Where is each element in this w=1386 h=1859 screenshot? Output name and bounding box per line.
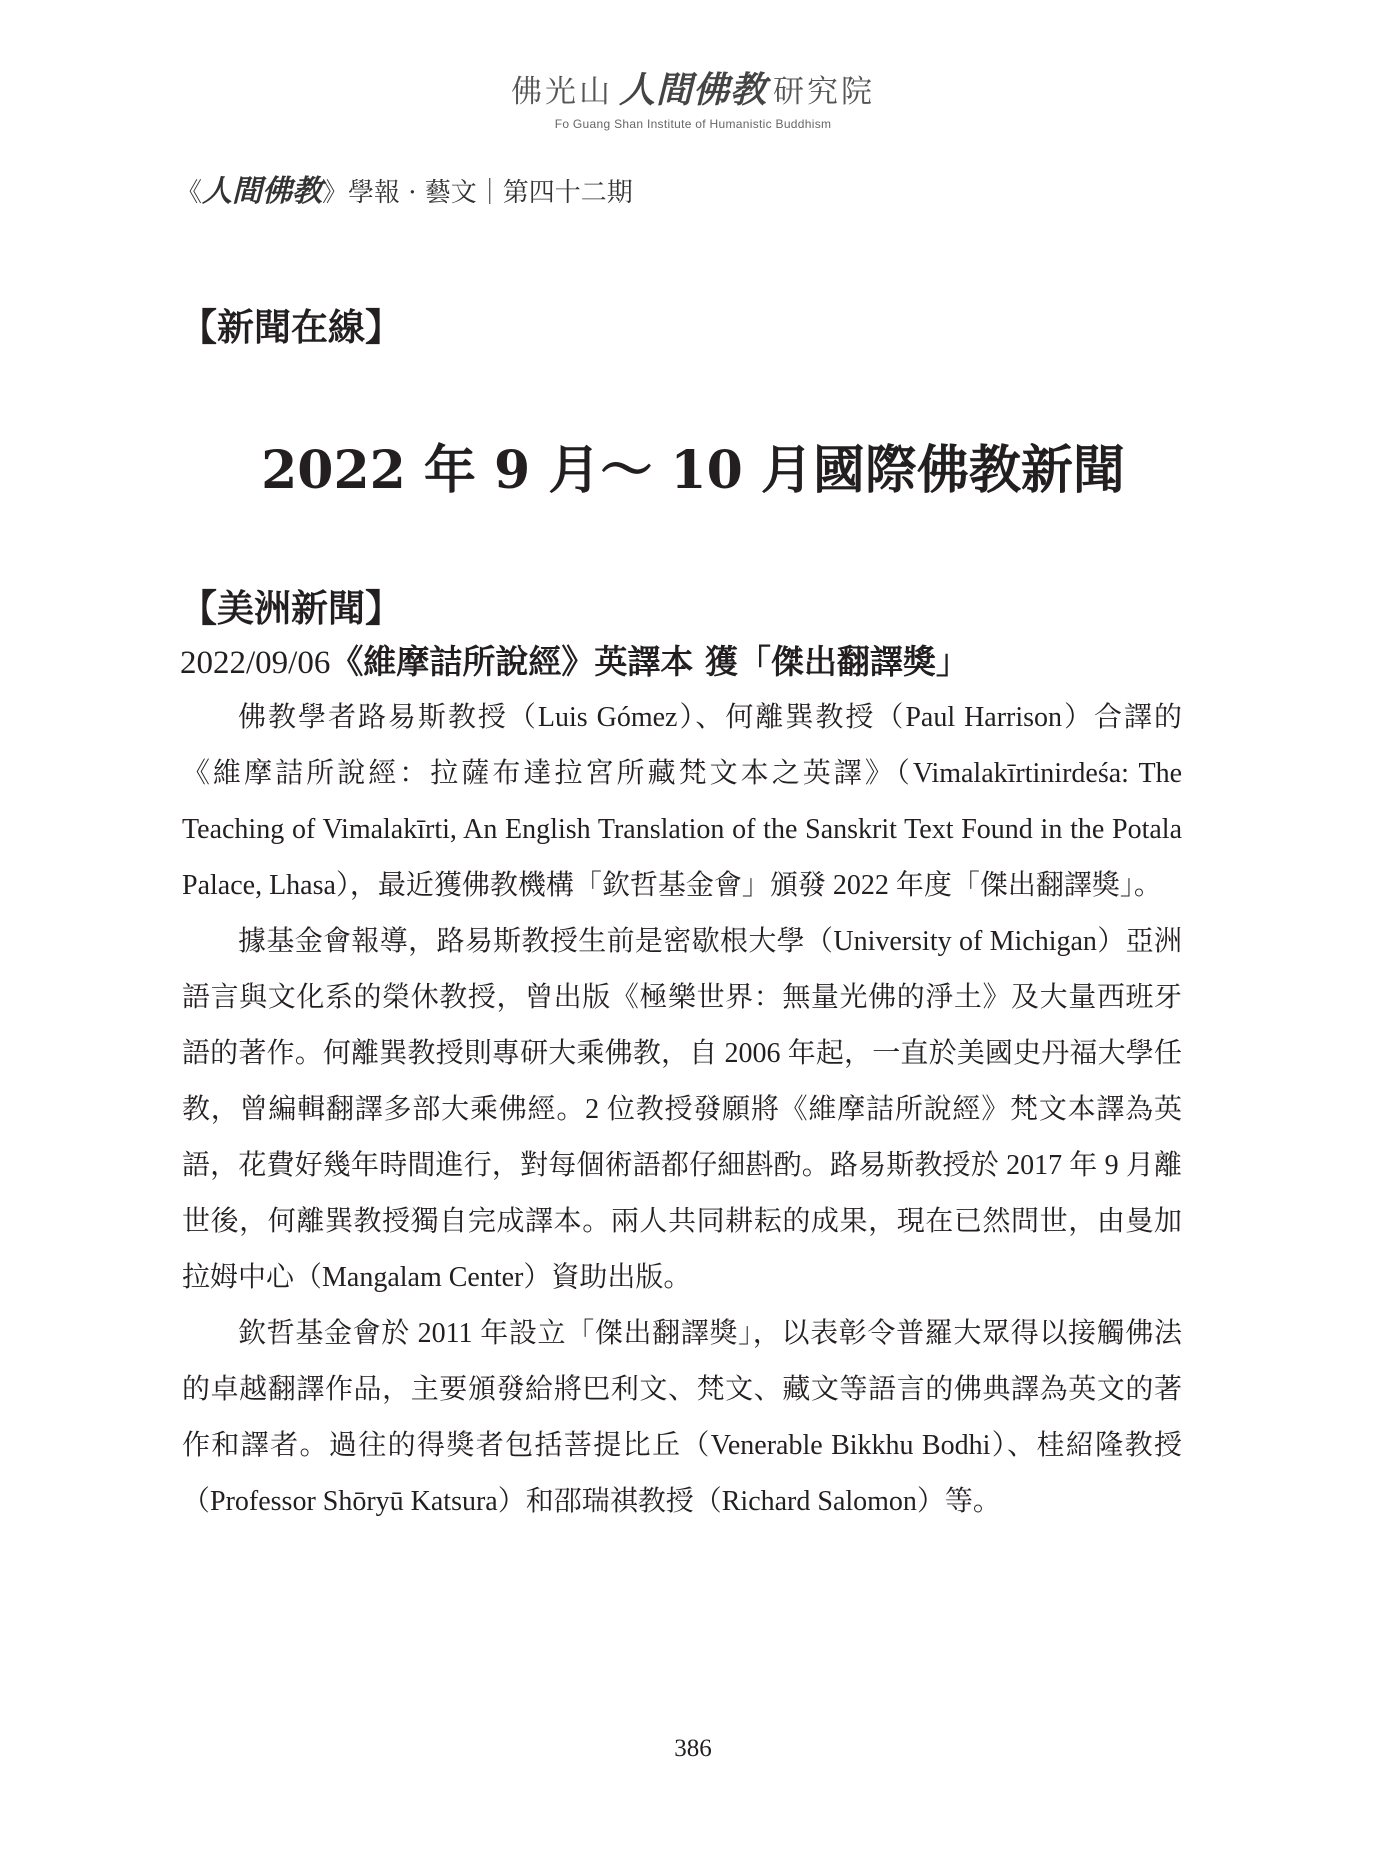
section-label-america-news: 【美洲新聞】 — [180, 586, 402, 630]
article-body — [182, 690, 1182, 1530]
institute-brand-logo: 人間佛教 — [618, 70, 767, 111]
article-paragraph: 據基金會報導，路易斯教授生前是密歇根大學（University of Michigan）亞洲語言與文化系的榮休教授，曾出版《極樂世界：無量光佛的淨土》及大量西班牙語的著作。何離巽教授則專研大乘佛教，自 2006 年起，一直於美國史丹福大學任教，曾編輯翻譯多部大乘佛經。2 位教授發願將《維摩詰所說經》梵文本譯為英語，花費好幾年時間進行，對每個術語都仔細斟酌。路易斯教授於 2017 年 9 月離世後，何離巽教授獨自完成譯本。兩人共同耕耘的成果，現在已然問世，由曼加拉姆中心（Mangalam Center）資助出版。 — [182, 926, 1182, 1293]
article-date: 2022/09/06 — [180, 645, 331, 681]
section-label-news-online: 【新聞在線】 — [180, 305, 402, 349]
article-paragraph: 佛教學者路易斯教授（Luis Gómez）、何離巽教授（Paul Harrison）合譯的《維摩詰所說經：拉薩布達拉宮所藏梵文本之英譯》（Vimalakīrtinirdeśa: The Teaching of Vimalakīrti, An English Translation of the Sanskrit Text Found in the Potala Palace, Lhasa），最近獲佛教機構「欽哲基金會」頒發 2022 年度「傑出翻譯獎」。 — [182, 702, 1182, 901]
institute-subtitle: Fo Guang Shan Institute of Humanistic Buddhism — [554, 117, 832, 131]
journal-open-bracket: 《 — [176, 178, 203, 208]
article-title: 《維摩詰所說經》英譯本 獲「傑出翻譯獎」 — [330, 642, 969, 681]
institute-header — [0, 62, 1386, 131]
journal-issue-info: 》學報 · 藝文｜第四十二期 — [322, 178, 633, 208]
article-paragraph: 欽哲基金會於 2011 年設立「傑出翻譯獎」，以表彰令普羅大眾得以接觸佛法的卓越翻譯作品，主要頒發給將巴利文、梵文、藏文等語言的佛典譯為英文的著作和譯者。過往的得獎者包括菩提比丘（Venerable Bikkhu Bodhi）、桂紹隆教授（Professor Shōryū Katsura）和邵瑞祺教授（Richard Salomon）等。 — [182, 1318, 1182, 1517]
journal-running-header — [176, 166, 633, 210]
journal-brand-logo: 人間佛教 — [202, 174, 323, 209]
institute-title — [0, 62, 1386, 113]
institute-title-suffix: 研究院 — [773, 74, 875, 110]
institute-title-prefix: 佛光山 — [510, 74, 613, 110]
article-heading — [180, 636, 969, 683]
page-number: 386 — [674, 1735, 712, 1762]
page-title: 2022 年 9 月～ 10 月國際佛教新聞 — [261, 440, 1125, 501]
